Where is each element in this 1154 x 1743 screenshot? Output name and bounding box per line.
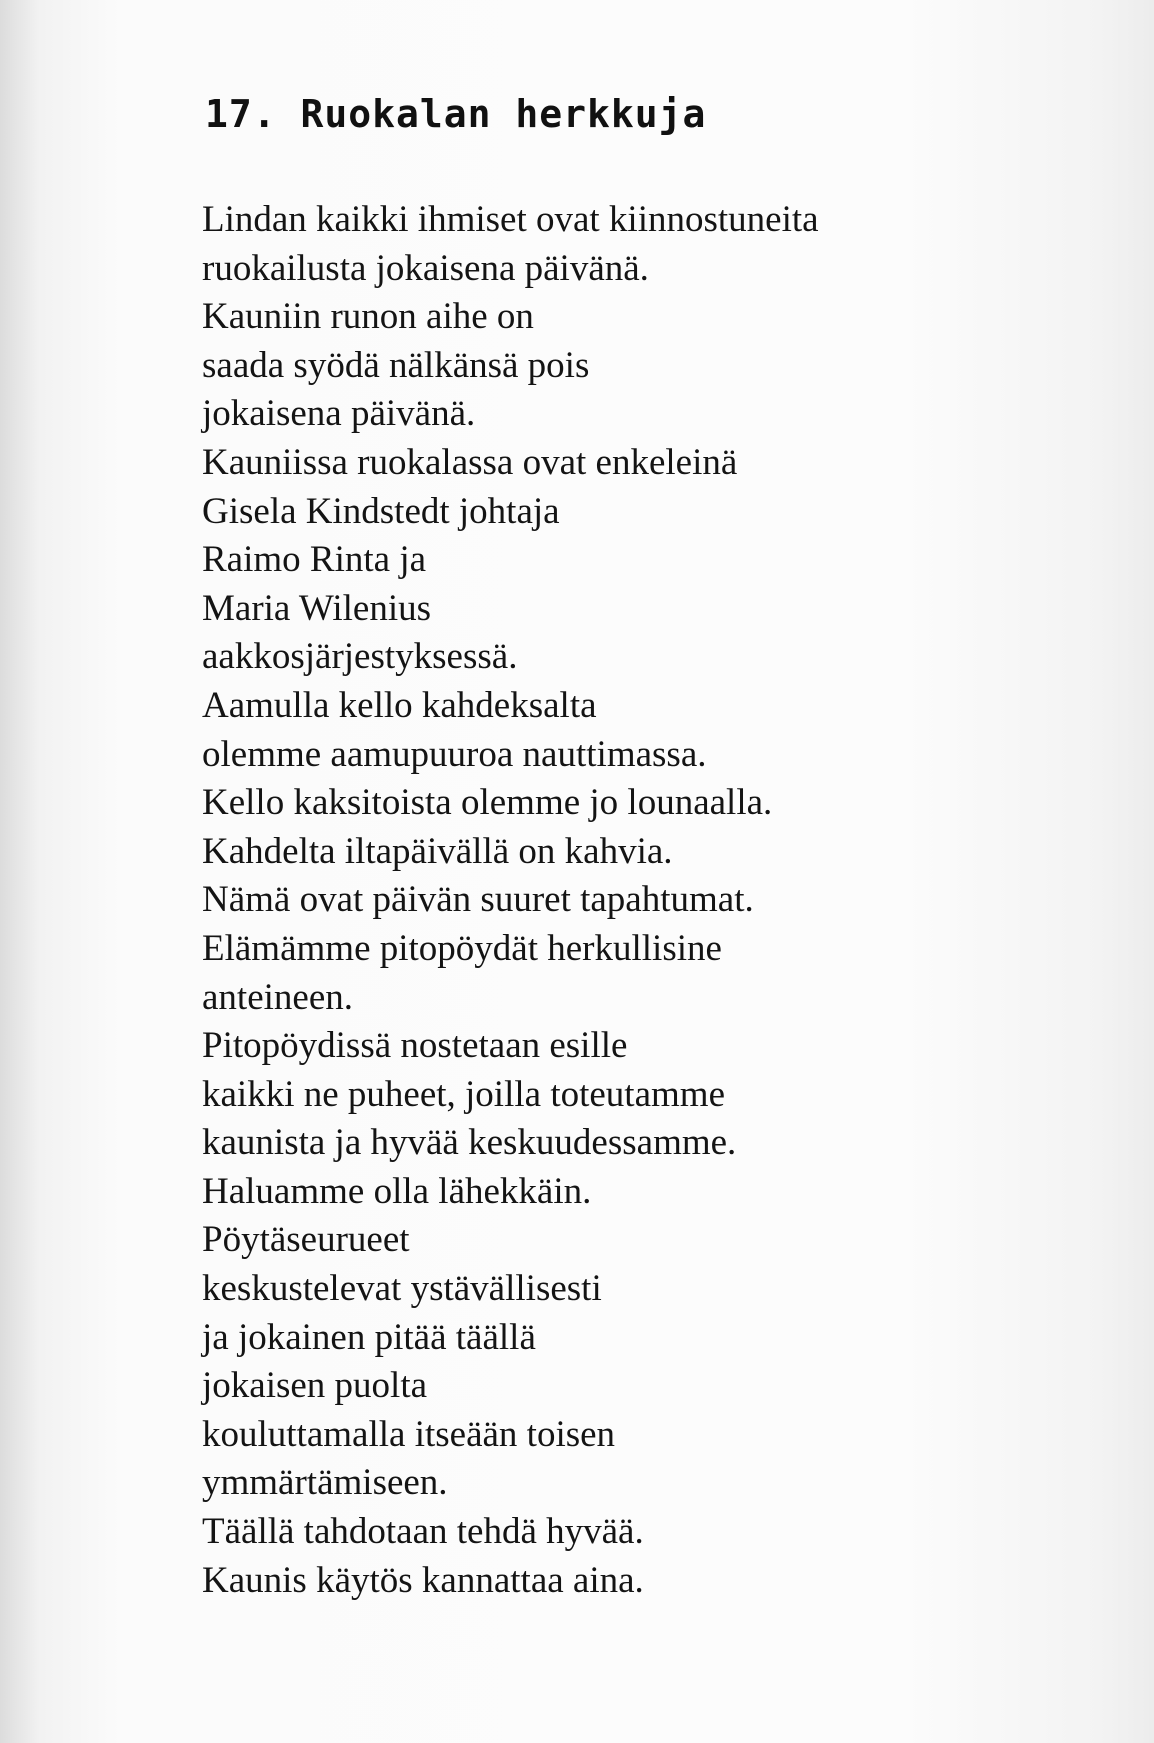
- poem-line: anteineen.: [202, 976, 353, 1018]
- poem-line: aakkosjärjestyksessä.: [202, 636, 518, 678]
- poem-line: Raimo Rinta ja: [202, 539, 427, 581]
- poem-line: Kaunis käytös kannattaa aina.: [202, 1559, 644, 1601]
- poem-line: Aamulla kello kahdeksalta: [202, 684, 597, 726]
- poem-line: ruokailusta jokaisena päivänä.: [202, 247, 649, 289]
- poem-line: Elämämme pitopöydät herkullisine: [202, 927, 722, 969]
- poem-line: Pitopöydissä nostetaan esille: [202, 1025, 628, 1067]
- poem-line: jokaisen puolta: [202, 1365, 428, 1407]
- poem-line: saada syödä nälkänsä pois: [202, 344, 590, 386]
- poem-line: Kahdelta iltapäivällä on kahvia.: [202, 830, 673, 872]
- poem-line: Kauniissa ruokalassa ovat enkeleinä: [202, 441, 738, 483]
- poem-line: Gisela Kindstedt johtaja: [202, 490, 560, 532]
- poem-line: ja jokainen pitää täällä: [202, 1316, 536, 1358]
- poem-line: Lindan kaikki ihmiset ovat kiinnostuneita: [202, 199, 819, 240]
- poem-line: Nämä ovat päivän suuret tapahtumat.: [202, 879, 754, 921]
- poem-line: kaikki ne puheet, joilla toteutamme: [202, 1073, 725, 1115]
- poem-line: olemme aamupuuroa nauttimassa.: [202, 733, 707, 775]
- poem-line: Kauniin runon aihe on: [202, 296, 534, 338]
- poem-title: 17. Ruokalan herkkuja: [205, 92, 707, 136]
- poem-line: kaunista ja hyvää keskuudessamme.: [202, 1122, 737, 1164]
- poem-line: Haluamme olla lähekkäin.: [202, 1170, 592, 1212]
- poem-body: [202, 196, 1102, 1605]
- poem-line: ymmärtämiseen.: [202, 1462, 448, 1504]
- poem-line: jokaisena päivänä.: [202, 393, 476, 435]
- poem-line: keskustelevat ystävällisesti: [202, 1268, 602, 1310]
- poem-line: Pöytäseurueet: [202, 1219, 410, 1261]
- poem-line: Täällä tahdotaan tehdä hyvää.: [202, 1511, 644, 1553]
- poem-line: kouluttamalla itseään toisen: [202, 1413, 616, 1455]
- poem-line: Kello kaksitoista olemme jo lounaalla.: [202, 782, 773, 824]
- poem-line: Maria Wilenius: [202, 587, 432, 629]
